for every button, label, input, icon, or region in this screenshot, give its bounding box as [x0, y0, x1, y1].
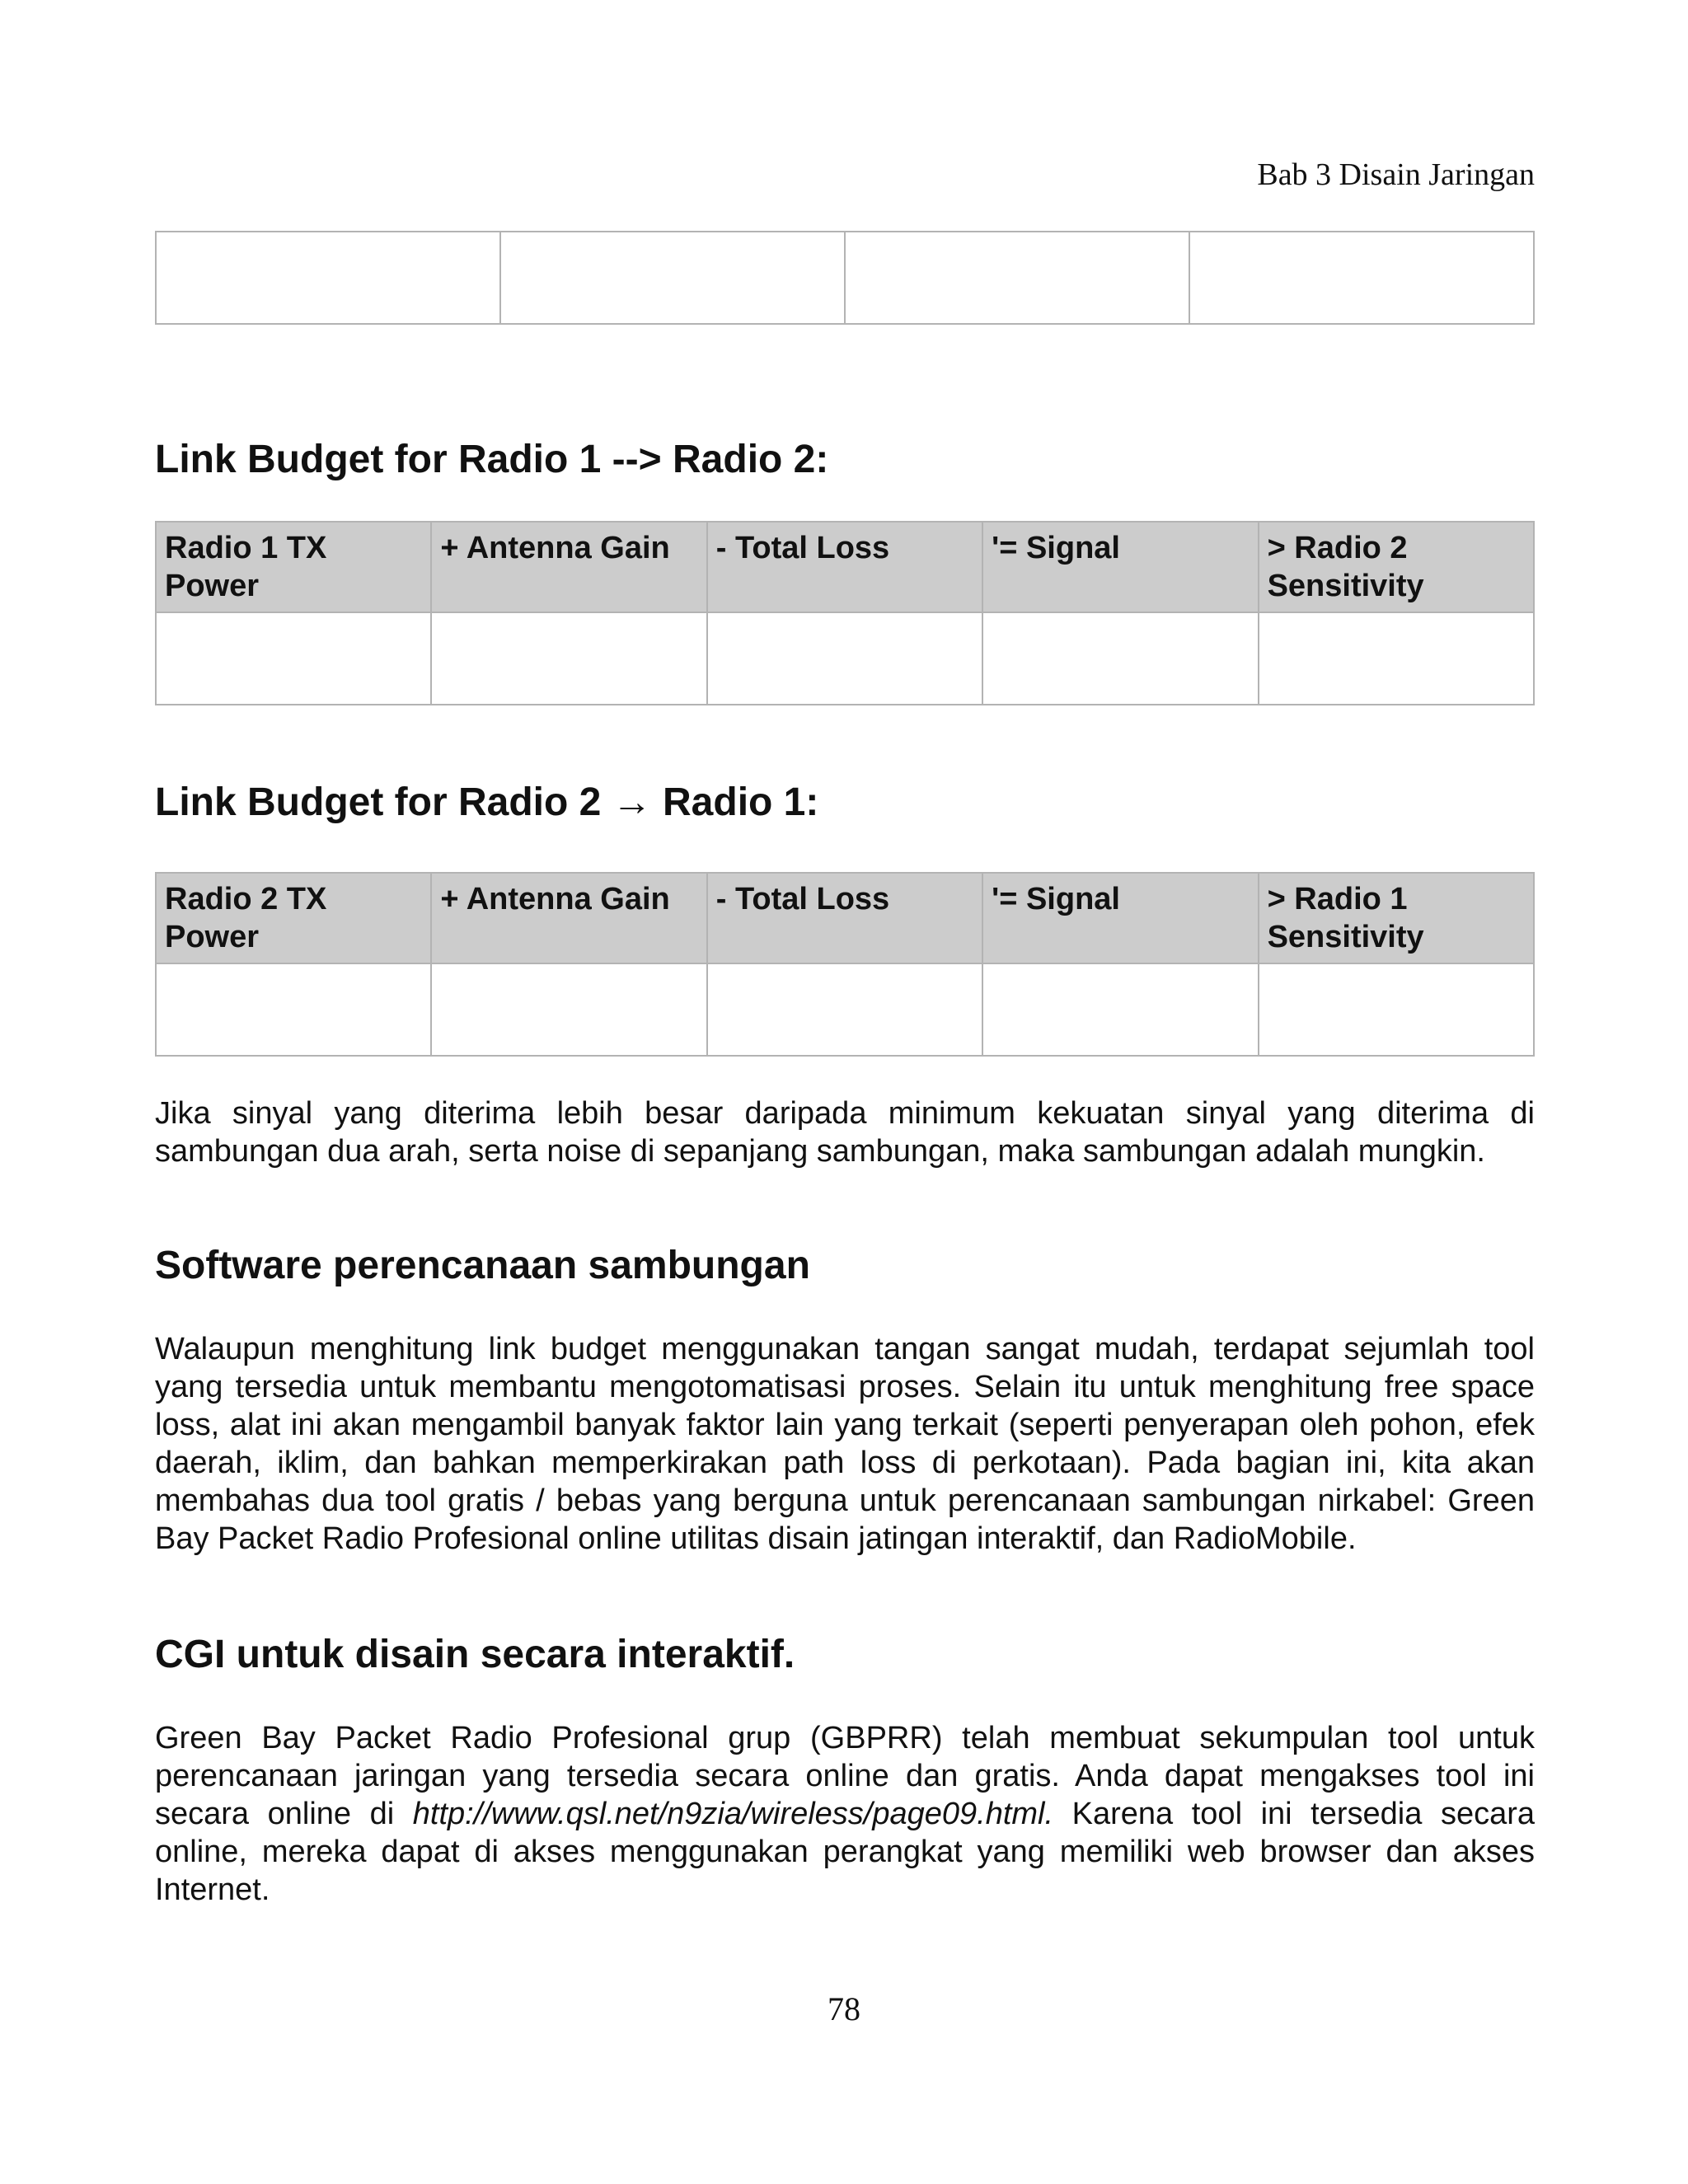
- column-header: Radio 1 TX Power: [156, 522, 431, 612]
- table-cell: [1259, 963, 1534, 1056]
- table-cell: [156, 232, 500, 324]
- continuation-table: [155, 231, 1535, 325]
- table-cell: [707, 963, 982, 1056]
- column-header: Radio 2 TX Power: [156, 873, 431, 963]
- column-header: - Total Loss: [707, 873, 982, 963]
- column-header: '= Signal: [982, 522, 1258, 612]
- paragraph-gbprr: [155, 1719, 1535, 1909]
- table-cell: [707, 612, 982, 705]
- table-header-row: [156, 522, 1534, 612]
- table-cell: [156, 612, 431, 705]
- section-title-cgi: CGI untuk disain secara interaktif.: [155, 1633, 795, 1676]
- table-header-row: [156, 873, 1534, 963]
- paragraph-text: Green Bay Packet Radio Profesional grup (GBPRR) telah membuat sekumpulan tool untuk perencanaan jaringan yang tersedia secara online dan gratis. Anda dapat mengakses tool ini secara online di: [155, 1721, 1535, 1831]
- url-link[interactable]: http://www.qsl.net/n9zia/wireless/page09.html.: [412, 1797, 1054, 1831]
- table-cell: [156, 963, 431, 1056]
- column-header: '= Signal: [982, 873, 1258, 963]
- table-row: [156, 963, 1534, 1056]
- link-budget-table-1: [155, 521, 1535, 705]
- table-row: [156, 612, 1534, 705]
- running-header: Bab 3 Disain Jaringan: [1257, 157, 1535, 192]
- paragraph-text: Karena tool ini tersedia secara online, mereka dapat di akses menggunakan perangkat yang memiliki web browser dan akses Internet.: [155, 1797, 1535, 1907]
- section-title-link-budget-2: Link Budget for Radio 2 → Radio 1:: [155, 780, 819, 824]
- table-cell: [1189, 232, 1534, 324]
- table-cell: [982, 612, 1258, 705]
- table-cell: [500, 232, 845, 324]
- section-title-link-budget-1: Link Budget for Radio 1 --> Radio 2:: [155, 438, 829, 481]
- column-header: > Radio 1 Sensitivity: [1259, 873, 1534, 963]
- column-header: > Radio 2 Sensitivity: [1259, 522, 1534, 612]
- paragraph-signal-condition: Jika sinyal yang diterima lebih besar daripada minimum kekuatan sinyal yang diterima di sambungan dua arah, serta noise di sepanjang sambungan, maka sambungan adalah mungkin.: [155, 1096, 1535, 1169]
- column-header: + Antenna Gain: [431, 873, 706, 963]
- table-cell: [845, 232, 1189, 324]
- table-cell: [982, 963, 1258, 1056]
- table-cell: [431, 963, 706, 1056]
- column-header: - Total Loss: [707, 522, 982, 612]
- table-cell: [1259, 612, 1534, 705]
- column-header: + Antenna Gain: [431, 522, 706, 612]
- table-row: [156, 232, 1534, 324]
- paragraph-software-tools: Walaupun menghitung link budget menggunakan tangan sangat mudah, terdapat sejumlah tool yang tersedia untuk membantu mengotomatisasi proses. Selain itu untuk menghitung free space loss, alat ini akan mengambil banyak faktor lain yang terkait (seperti penyerapan oleh pohon, efek daerah, iklim, dan bahkan memperkirakan path loss di perkotaan). Pada bagian ini, kita akan membahas dua tool gratis / bebas yang berguna untuk perencanaan sambungan nirkabel: Green Bay Packet Radio Profesional online utilitas disain jatingan interaktif, dan RadioMobile.: [155, 1332, 1535, 1556]
- link-budget-table-2: [155, 872, 1535, 1057]
- page-number: 78: [828, 1990, 860, 2027]
- table-cell: [431, 612, 706, 705]
- section-title-software: Software perencanaan sambungan: [155, 1244, 810, 1287]
